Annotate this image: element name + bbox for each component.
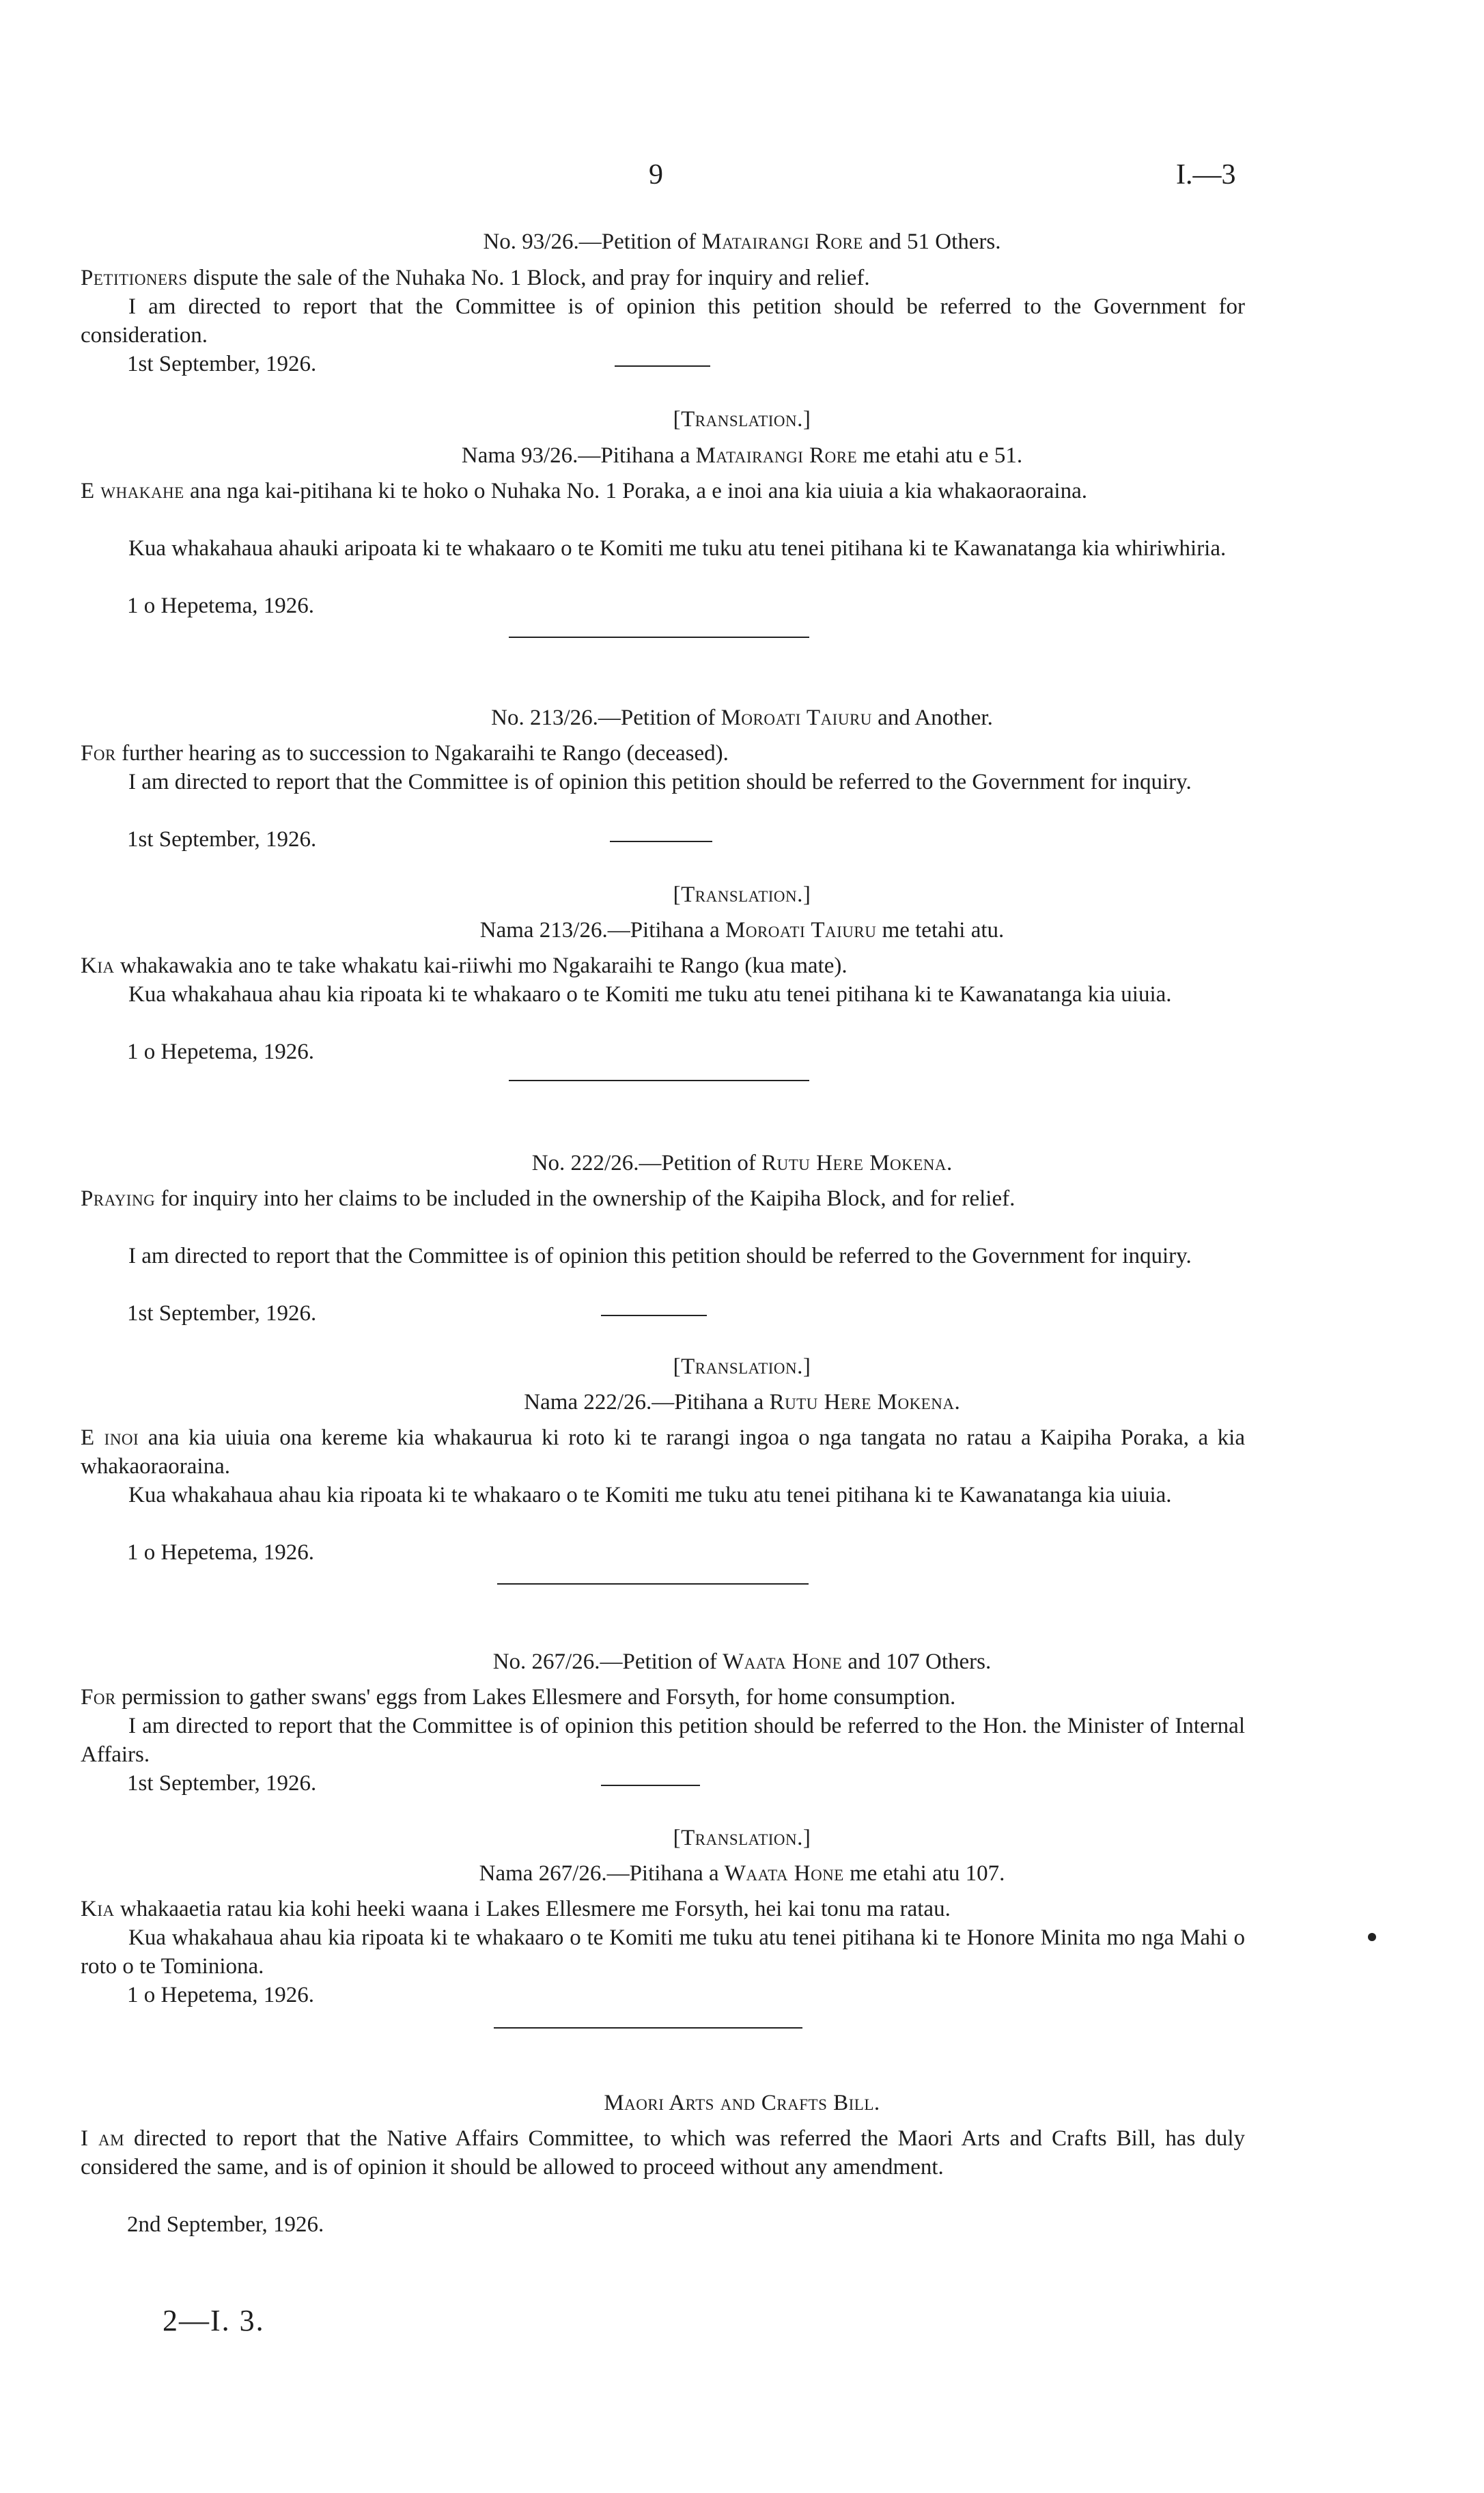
- petitioner-name: Rutu Here Mokena: [761, 1151, 947, 1175]
- report-date: 1st September, 1926.: [127, 1301, 317, 1326]
- bill-report-date: 2nd September, 1926.: [127, 2212, 324, 2237]
- section-divider: [509, 1080, 809, 1081]
- translation-label: [Translation.]: [673, 882, 811, 907]
- maori-petition-summary: [81, 1895, 1245, 1923]
- maori-report-date: 1 o Hepetema, 1926.: [127, 1540, 315, 1565]
- title-prefix: No. 93/26.—Petition of: [483, 229, 702, 254]
- short-rule: [610, 841, 712, 842]
- title-suffix: and 51 Others.: [863, 229, 1001, 254]
- signature-mark: 2—I. 3.: [163, 2304, 265, 2337]
- ink-blot: [1368, 1933, 1376, 1941]
- petition-summary: [81, 264, 1245, 292]
- petition-summary: [81, 1184, 1245, 1213]
- summary-lead: Praying: [81, 1186, 156, 1211]
- committee-report: [81, 292, 1245, 350]
- section-divider: [494, 2027, 802, 2029]
- nama-prefix: Nama 93/26.—Pitihana a: [461, 443, 696, 468]
- petitioner-name: Waata Hone: [723, 1649, 843, 1674]
- maori-committee-report: [81, 1923, 1245, 1981]
- report-date: 1st September, 1926.: [127, 827, 317, 852]
- maori-report-text: Kua whakahaua ahau kia ripoata ki te whakaaro o te Komiti me tuku atu tenei pitihana ki te Honore Minita mo nga Mahi o roto o te Tominiona.: [81, 1925, 1245, 1979]
- maori-report-text: Kua whakahaua ahau kia ripoata ki te whakaaro o te Komiti me tuku atu tenei pitihana ki te Kawanatanga kia uiuia.: [128, 982, 1172, 1007]
- petitioner-name-maori: Matairangi Rore: [695, 443, 858, 468]
- petitioner-name: Moroati Taiuru: [720, 706, 872, 730]
- maori-summary-lead: E whakahe: [81, 479, 184, 503]
- title-prefix: No. 213/26.—Petition of: [491, 706, 721, 730]
- nama-suffix: me etahi atu 107.: [843, 1861, 1005, 1886]
- maori-petition-summary: [81, 951, 1245, 980]
- translation-label: [Translation.]: [673, 1354, 811, 1379]
- maori-summary-lead: Kia: [81, 953, 115, 978]
- petitioner-name-maori: Waata Hone: [724, 1861, 844, 1886]
- maori-committee-report: [81, 534, 1245, 563]
- petition-title: [0, 1149, 1484, 1178]
- section-divider: [509, 637, 809, 638]
- summary-text: permission to gather swans' eggs from Lakes Ellesmere and Forsyth, for home consumption.: [115, 1685, 956, 1710]
- petition-title: [0, 227, 1484, 256]
- maori-committee-report: [81, 1481, 1245, 1509]
- maori-summary-text: whakawakia ano te take whakatu kai-riiwhi mo Ngakaraihi te Rango (kua mate).: [114, 953, 848, 978]
- nama-suffix: .: [954, 1390, 960, 1415]
- maori-committee-report: [81, 980, 1245, 1009]
- maori-report-date: 1 o Hepetema, 1926.: [127, 1040, 315, 1064]
- maori-summary-text: ana nga kai-pitihana ki te hoko o Nuhaka No. 1 Poraka, a e inoi ana kia uiuia a kia whakaoraoraina.: [184, 479, 1087, 503]
- petition-title: [0, 1647, 1484, 1676]
- petitioner-name-maori: Moroati Taiuru: [725, 918, 877, 943]
- nama-suffix: me etahi atu e 51.: [857, 443, 1023, 468]
- maori-petition-title: [0, 1859, 1484, 1888]
- bill-report-text: directed to report that the Native Affairs Committee, to which was referred the Maori Arts and Crafts Bill, has duly considered the same, and is of opinion it should be allowed to proceed without any amendment.: [81, 2126, 1245, 2179]
- bill-report-lead: I am: [81, 2126, 125, 2151]
- maori-petition-title: [0, 916, 1484, 945]
- maori-petition-summary: [81, 1423, 1245, 1481]
- title-prefix: No. 222/26.—Petition of: [531, 1151, 762, 1175]
- maori-report-date: 1 o Hepetema, 1926.: [127, 594, 315, 618]
- short-rule: [601, 1785, 700, 1786]
- report-text: I am directed to report that the Committee is of opinion this petition should be referred to the Government for consideration.: [81, 294, 1245, 348]
- section-divider: [497, 1583, 809, 1585]
- petition-title: [0, 704, 1484, 732]
- summary-text: further hearing as to succession to Ngakaraihi te Rango (deceased).: [115, 741, 729, 766]
- short-rule: [615, 365, 710, 367]
- summary-text: dispute the sale of the Nuhaka No. 1 Block, and pray for inquiry and relief.: [187, 266, 870, 290]
- report-date: 1st September, 1926.: [127, 1771, 317, 1796]
- report-date: 1st September, 1926.: [127, 352, 317, 376]
- maori-summary-lead: E inoi: [81, 1425, 139, 1450]
- petition-summary: [81, 1683, 1245, 1712]
- summary-lead: For: [81, 1685, 116, 1710]
- document-reference: I.—3: [1176, 159, 1236, 191]
- committee-report: [81, 1242, 1245, 1270]
- committee-report: [81, 1712, 1245, 1769]
- petition-summary: [81, 739, 1245, 768]
- nama-prefix: Nama 213/26.—Pitihana a: [479, 918, 725, 943]
- translation-label: [Translation.]: [673, 407, 811, 432]
- nama-prefix: Nama 222/26.—Pitihana a: [524, 1390, 770, 1415]
- petitioner-name-maori: Rutu Here Mokena: [769, 1390, 955, 1415]
- maori-report-date: 1 o Hepetema, 1926.: [127, 1983, 315, 2007]
- maori-report-text: Kua whakahaua ahau kia ripoata ki te whakaaro o te Komiti me tuku atu tenei pitihana ki te Kawanatanga kia uiuia.: [128, 1483, 1172, 1507]
- summary-lead: Petitioners: [81, 266, 188, 290]
- maori-report-text: Kua whakahaua ahauki aripoata ki te whakaaro o te Komiti me tuku atu tenei pitihana ki te Kawanatanga kia whiriwhiria.: [128, 536, 1227, 561]
- bill-report: [81, 2124, 1245, 2182]
- summary-text: for inquiry into her claims to be included in the ownership of the Kaipiha Block, and for relief.: [155, 1186, 1016, 1211]
- maori-petition-title: [0, 1388, 1484, 1417]
- maori-summary-text: ana kia uiuia ona kereme kia whakaurua ki roto ki te rarangi ingoa o nga tangata no ratau a Kaipiha Poraka, a kia whakaoraoraina.: [81, 1425, 1245, 1479]
- title-suffix: and Another.: [871, 706, 993, 730]
- committee-report: [81, 768, 1245, 796]
- summary-lead: For: [81, 741, 116, 766]
- page-number: 9: [649, 159, 663, 191]
- title-suffix: .: [947, 1151, 953, 1175]
- short-rule: [601, 1315, 707, 1316]
- maori-summary-lead: Kia: [81, 1897, 115, 1921]
- bill-title: Maori Arts and Crafts Bill.: [604, 2091, 880, 2115]
- maori-petition-summary: [81, 477, 1245, 505]
- maori-petition-title: [0, 441, 1484, 470]
- title-suffix: and 107 Others.: [842, 1649, 992, 1674]
- nama-prefix: Nama 267/26.—Pitihana a: [479, 1861, 725, 1886]
- translation-label: [Translation.]: [673, 1826, 811, 1850]
- maori-summary-text: whakaaetia ratau kia kohi heeki waana i Lakes Ellesmere me Forsyth, hei kai tonu ma ratau.: [114, 1897, 951, 1921]
- report-text: I am directed to report that the Committee is of opinion this petition should be referred to the Government for inquiry.: [128, 1244, 1192, 1268]
- report-text: I am directed to report that the Committee is of opinion this petition should be referred to the Government for inquiry.: [128, 770, 1192, 794]
- petitioner-name: Matairangi Rore: [701, 229, 863, 254]
- report-text: I am directed to report that the Committee is of opinion this petition should be referred to the Hon. the Minister of Internal Affairs.: [81, 1714, 1245, 1767]
- nama-suffix: me tetahi atu.: [876, 918, 1005, 943]
- title-prefix: No. 267/26.—Petition of: [492, 1649, 723, 1674]
